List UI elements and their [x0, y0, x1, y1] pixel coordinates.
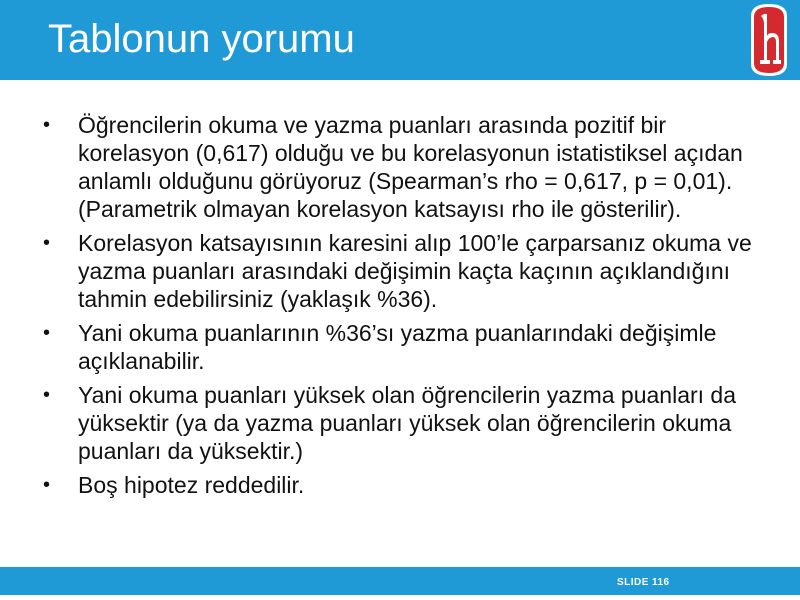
- bullet-item: [40, 229, 780, 313]
- bullet-item: [40, 111, 780, 223]
- bullet-text: Korelasyon katsayısının karesini alıp 100’le çarparsanız okuma ve yazma puanları arasındaki değişimin kaçta kaçının açıklandığını tahmin edebilirsiniz (yaklaşık %36).: [78, 230, 752, 312]
- bullet-dot-icon: •: [43, 384, 51, 406]
- slide-number: [617, 577, 670, 588]
- bullet-text: Yani okuma puanlarının %36’sı yazma puanlarındaki değişimle açıklanabilir.: [78, 320, 717, 374]
- bullet-dot-icon: •: [43, 114, 51, 136]
- footer-strip: [0, 595, 800, 600]
- bullet-dot-icon: •: [43, 474, 51, 496]
- bullet-item: [40, 319, 780, 375]
- slide-content: [40, 111, 780, 505]
- bullet-dot-icon: •: [43, 232, 51, 254]
- bullet-dot-icon: •: [43, 322, 51, 344]
- bullet-text: Boş hipotez reddedilir.: [78, 472, 305, 498]
- hacettepe-h-logo-icon: [747, 2, 791, 78]
- slide-number-value: 116: [651, 577, 670, 588]
- bullet-text: Yani okuma puanları yüksek olan öğrencilerin yazma puanları da yüksektir (ya da yazma puanları yüksek olan öğrencilerin okuma puanları da yüksektir.): [78, 382, 737, 464]
- slide-number-label: SLIDE: [617, 577, 649, 588]
- bullet-item: [40, 471, 780, 499]
- bullet-item: [40, 381, 780, 465]
- bullet-text: Öğrencilerin okuma ve yazma puanları arasında pozitif bir korelasyon (0,617) olduğu ve bu korelasyonun istatistiksel açıdan anlamlı olduğunu görüyoruz (Spearman’s rho = 0,617, p = 0,01). (Parametrik olmayan korelasyon katsayısı rho ile gösterilir).: [78, 112, 743, 222]
- bullet-list: [40, 111, 780, 499]
- slide-title: Tablonun yorumu: [48, 17, 355, 61]
